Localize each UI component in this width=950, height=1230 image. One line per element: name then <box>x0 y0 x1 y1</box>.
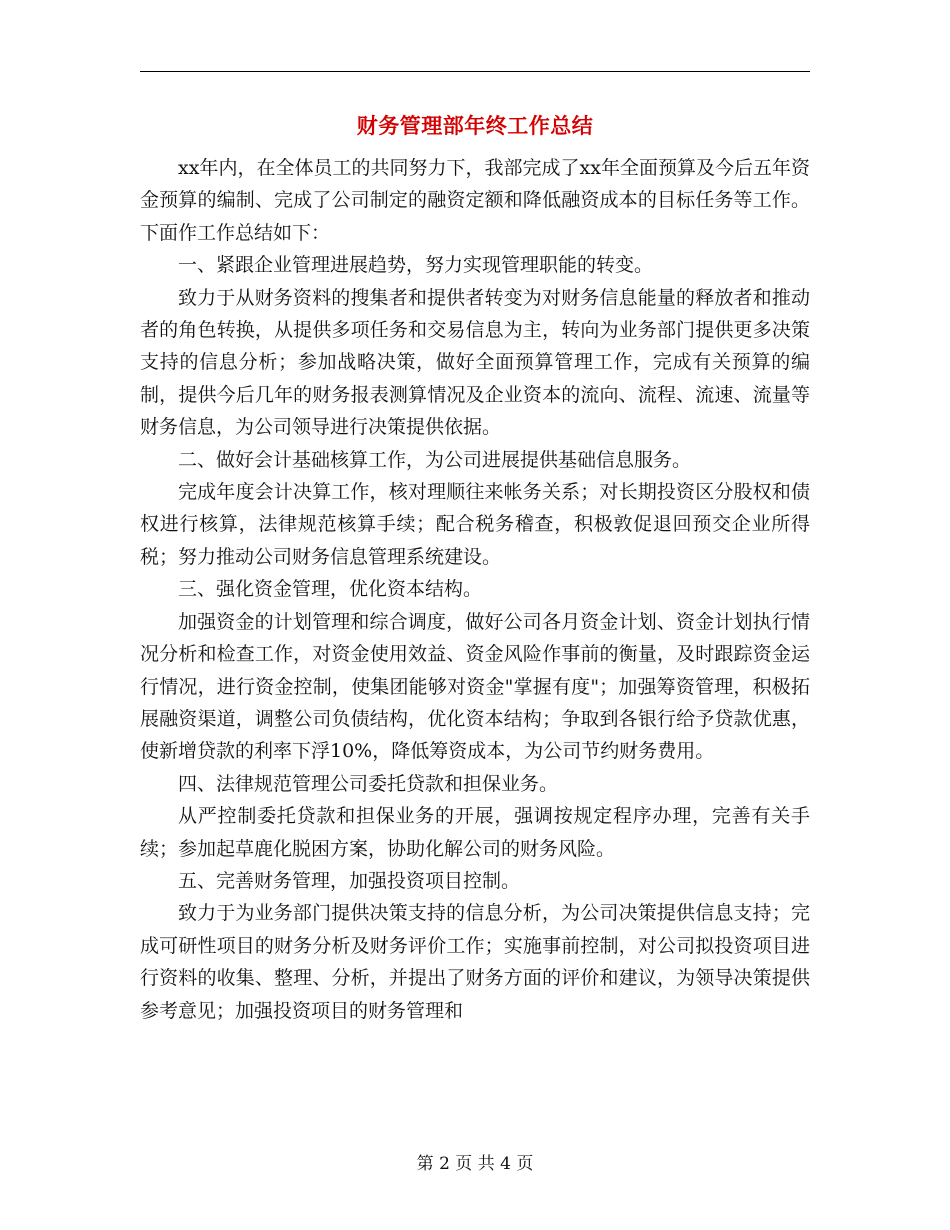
section-heading-1: 一、紧跟企业管理进展趋势，努力实现管理职能的转变。 <box>178 254 654 277</box>
paragraph-section-5: 致力于为业务部门提供决策支持的信息分析，为公司决策提供信息支持；完成可研性项目的财务分析及财务评价工作；实施事前控制，对公司拟投资项目进行资料的收集、整理、分析，并提出了财务方面的评价和建议，为领导决策提供参考意见；加强投资项目的财务管理和 <box>140 902 810 1022</box>
paragraph-section-4: 从严控制委托贷款和担保业务的开展，强调按规定程序办理，完善有关手续；参加起草鹿化脱困方案，协助化解公司的财务风险。 <box>140 805 810 860</box>
footer-total-pages: 4 <box>500 1154 511 1174</box>
section-heading-4: 四、法律规范管理公司委托贷款和担保业务。 <box>178 772 559 795</box>
paragraph-section-3: 加强资金的计划管理和综合调度，做好公司各月资金计划、资金计划执行情况分析和检查工作，对资金使用效益、资金风险作事前的衡量，及时跟踪资金运行情况，进行资金控制，使集团能够对资金"掌握有度"；加强筹资管理，积极拓展融资渠道，调整公司负债结构，优化资本结构；争取到各银行给予贷款优惠，使新增贷款的利率下浮10%，降低筹资成本，为公司节约财务费用。 <box>140 610 810 763</box>
document-body <box>140 152 810 1027</box>
footer-middle: 页 共 <box>455 1154 495 1174</box>
paragraph-section-1: 致力于从财务资料的搜集者和提供者转变为对财务信息能量的释放者和推动者的角色转换，从提供多项任务和交易信息为主，转向为业务部门提供更多决策支持的信息分析；参加战略决策，做好全面预算管理工作，完成有关预算的编制，提供今后几年的财务报表测算情况及企业资本的流向、流程、流速、流量等财务信息，为公司领导进行决策提供依据。 <box>140 286 810 439</box>
paragraph-intro: xx年内，在全体员工的共同努力下，我部完成了xx年全面预算及今后五年资金预算的编制、完成了公司制定的融资定额和降低融资成本的目标任务等工作。下面作工作总结如下： <box>140 157 810 244</box>
section-heading-2: 二、做好会计基础核算工作，为公司进展提供基础信息服务。 <box>178 448 692 471</box>
document-title: 财务管理部年终工作总结 <box>356 113 594 138</box>
page-footer <box>140 1152 810 1176</box>
section-heading-3: 三、强化资金管理，优化资本结构。 <box>178 578 483 601</box>
paragraph-section-2: 完成年度会计决算工作，核对理顺往来帐务关系；对长期投资区分股权和债权进行核算，法律规范核算手续；配合税务稽查，积极敦促退回预交企业所得税；努力推动公司财务信息管理系统建设。 <box>140 481 810 568</box>
footer-suffix: 页 <box>516 1154 534 1174</box>
section-heading-5: 五、完善财务管理，加强投资项目控制。 <box>178 869 521 892</box>
footer-prefix: 第 <box>416 1154 434 1174</box>
footer-current-page: 2 <box>439 1154 450 1174</box>
header-rule <box>140 71 810 72</box>
